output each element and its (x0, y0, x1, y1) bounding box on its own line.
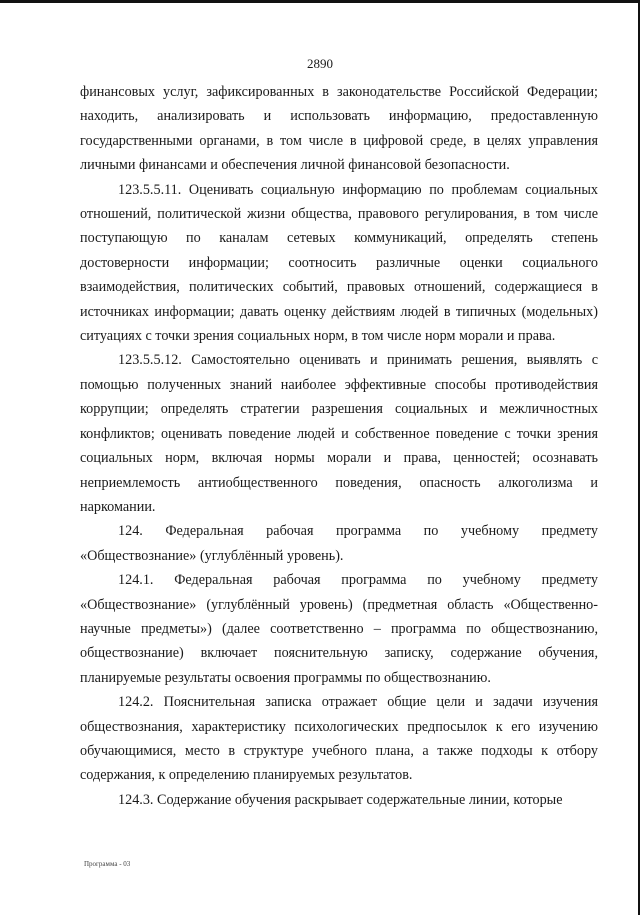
paragraph-124-3: 124.3. Содержание обучения раскрывает содержательные линии, которые (118, 791, 563, 808)
paragraph-continued: финансовых услуг, зафиксированных в законодательстве Российской Федерации; находить, анализировать и использовать информацию, предоставленную государственными органами, в том числе в цифровой среде, в целях управления личными финансами и обеспечения личной финансовой безопасности. (80, 84, 598, 174)
document-body (80, 80, 598, 812)
page-number: 2890 (307, 56, 333, 71)
paragraph-124-2: 124.2. Пояснительная записка отражает общие цели и задачи изучения обществознания, характеристику психологических предпосылок к его изучению обучающимися, место в структуре учебного плана, а также подходы к отбору содержания, к определению планируемых результатов. (80, 694, 598, 784)
paragraph-123-5-5-11: 123.5.5.11. Оценивать социальную информацию по проблемам социальных отношений, политической жизни общества, правового регулирования, в том числе поступающую по каналам сетевых коммуникаций, определять степень достоверности информации; соотносить различные оценки социального взаимодействия, политических событий, правовых отношений, содержащиеся в источниках информации; давать оценку действиям людей в типичных (модельных) ситуациях с точки зрения социальных норм, в том числе норм морали и права. (80, 181, 598, 345)
scan-edge-top (0, 0, 640, 3)
paragraph-123-5-5-12: 123.5.5.12. Самостоятельно оценивать и принимать решения, выявлять с помощью полученных знаний наиболее эффективные способы противодействия коррупции; определять стратегии разрешения социальных и межличностных конфликтов; оценивать поведение людей и собственное поведение с точки зрения социальных норм, включая нормы морали и права, ценностей; осознавать неприемлемость антиобщественного поведения, опасность алкоголизма и наркомании. (80, 352, 598, 515)
paragraph-124-1: 124.1. Федеральная рабочая программа по учебному предмету «Обществознание» (углублённый уровень) (предметная область «Общественно-научные предметы») (далее соответственно – программа по обществознанию, обществознание) включает пояснительную записку, содержание обучения, планируемые результаты освоения программы по обществознанию. (80, 572, 598, 686)
paragraph-124: 124. Федеральная рабочая программа по учебному предмету «Обществознание» (углублённый уровень). (80, 523, 598, 564)
footer-label: Программа - 03 (84, 860, 131, 868)
